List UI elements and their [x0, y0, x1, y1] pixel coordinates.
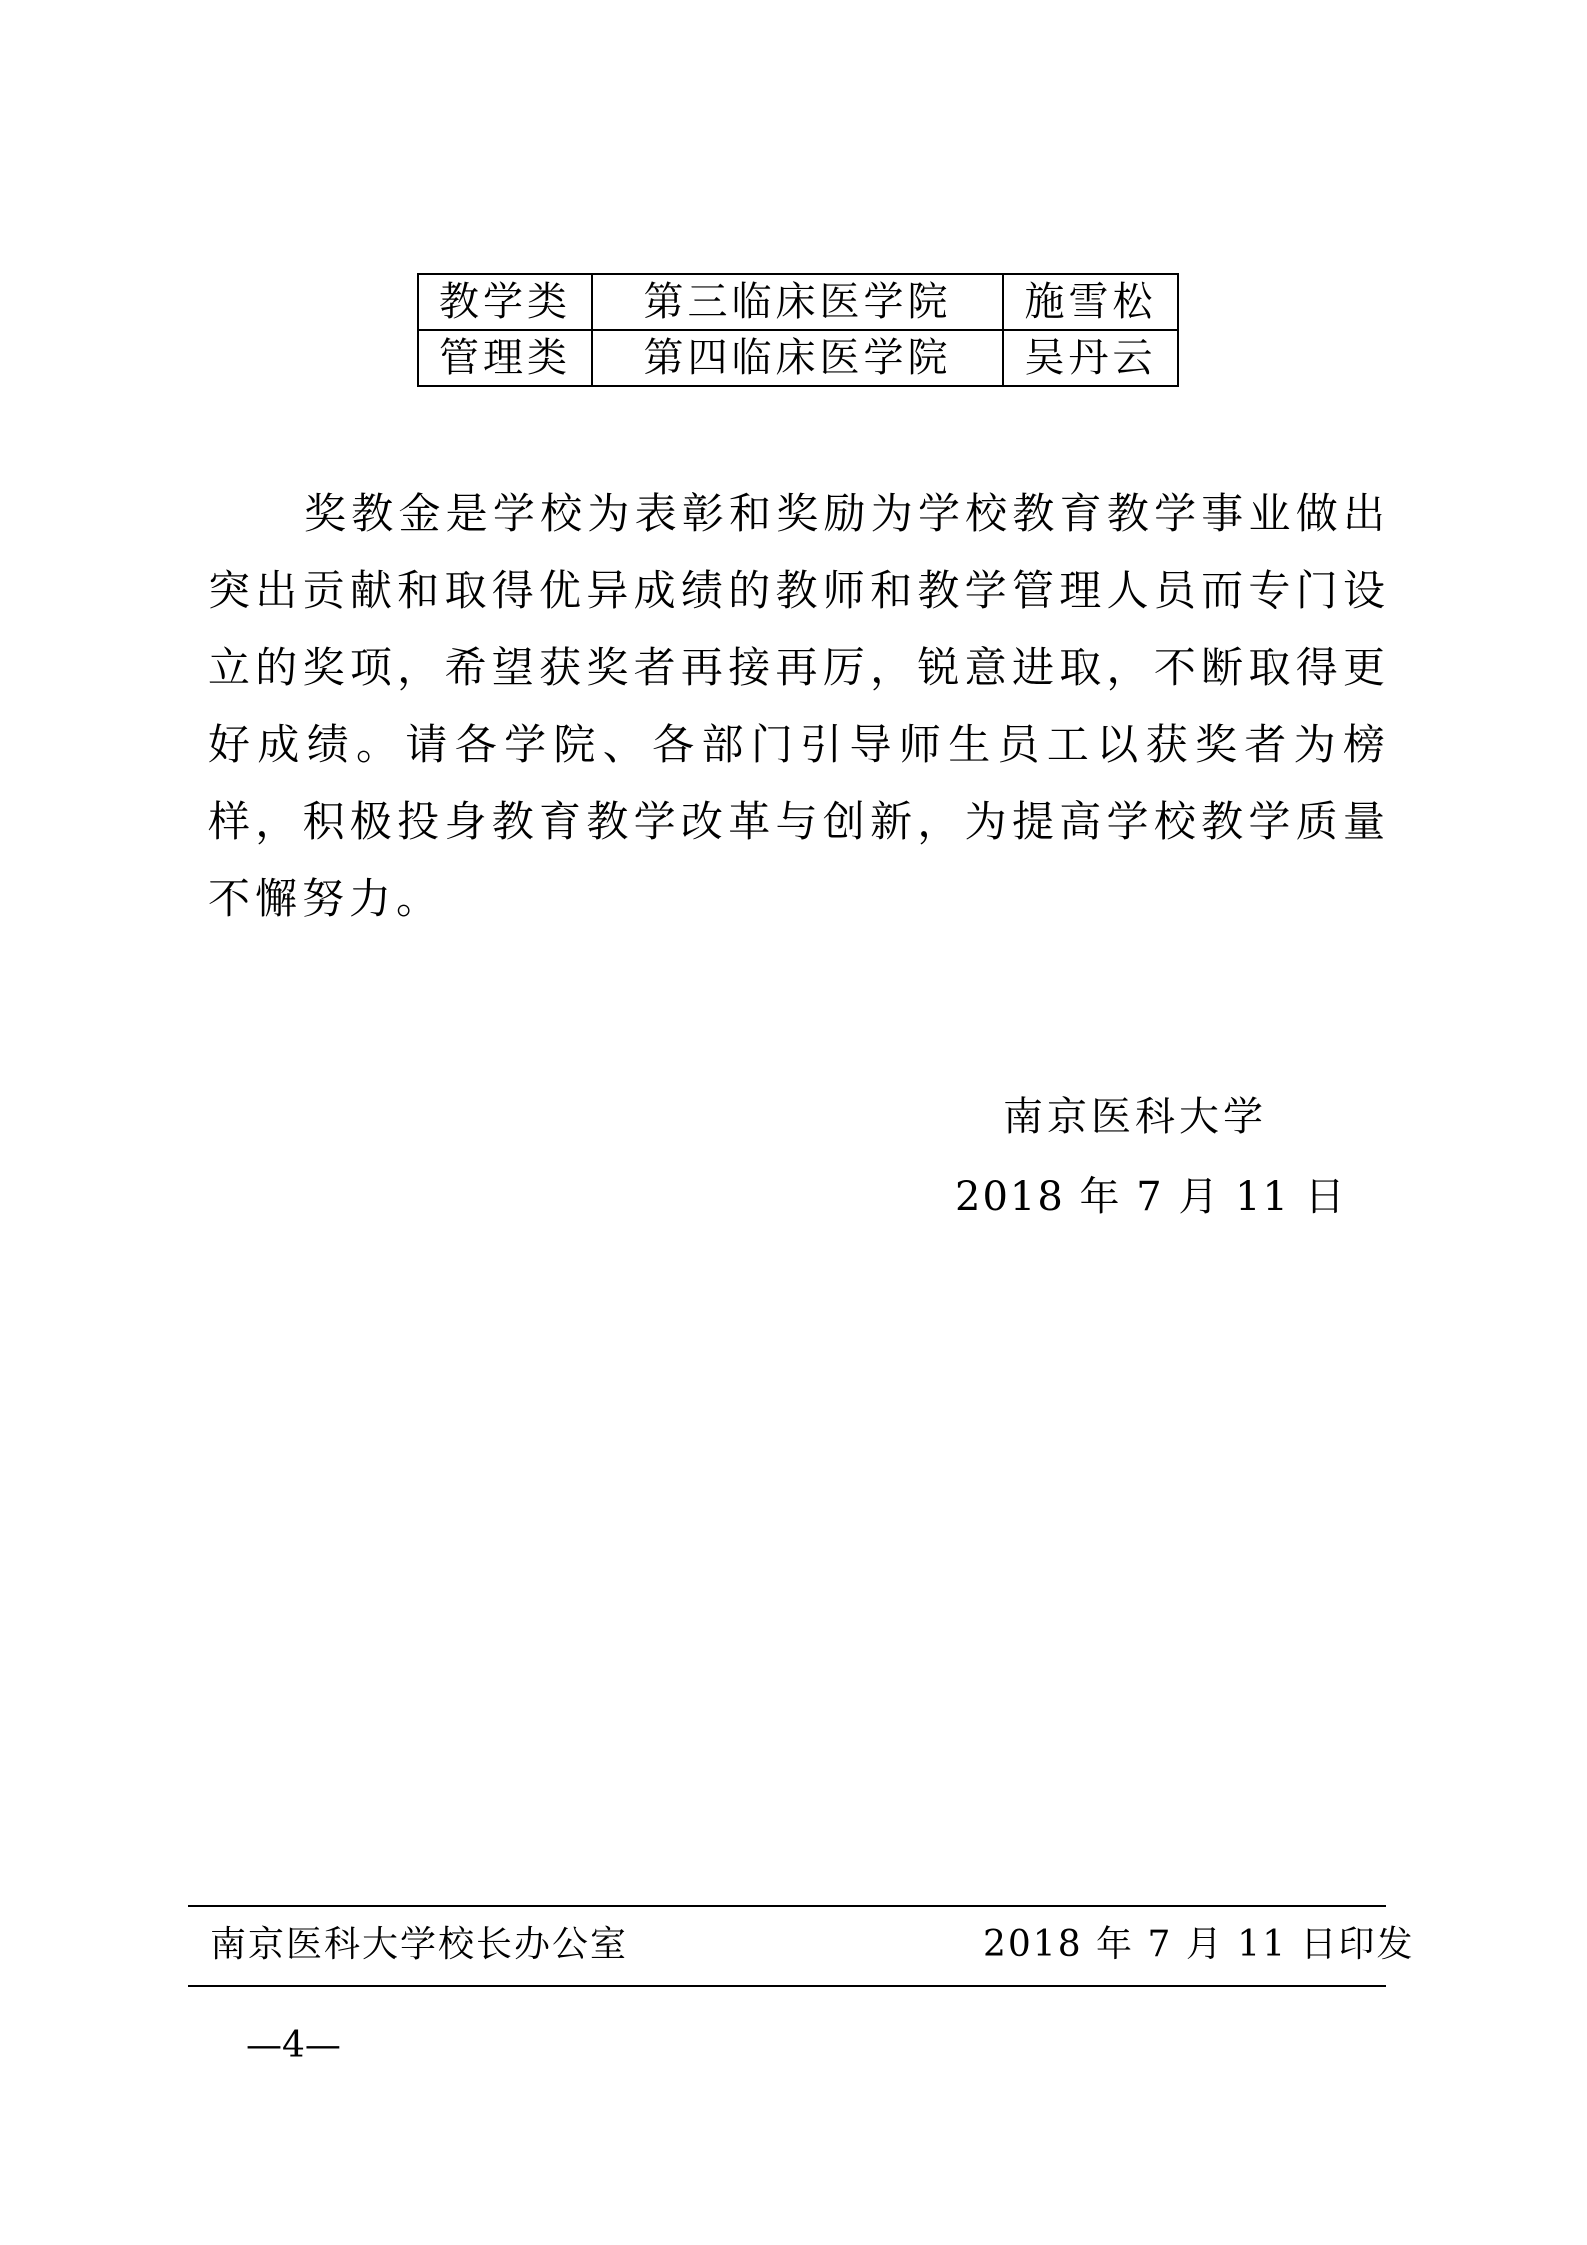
award-unit-cell: 第四临床医学院 — [592, 330, 1003, 386]
table-row — [418, 330, 1178, 386]
signature-date: 2018 年 7 月 11 日 — [955, 1174, 1347, 1220]
footer-divider-top — [188, 1905, 1386, 1907]
footer-divider-bottom — [188, 1985, 1386, 1987]
table-row — [418, 274, 1178, 330]
award-name-cell: 吴丹云 — [1003, 330, 1178, 386]
award-category-cell: 管理类 — [418, 330, 592, 386]
page-number: —4— — [246, 2025, 341, 2066]
award-table — [417, 273, 1179, 387]
body-paragraph: 奖教金是学校为表彰和奖励为学校教育教学事业做出突出贡献和取得优异成绩的教师和教学管理人员而专门设立的奖项，希望获奖者再接再厉，锐意进取，不断取得更好成绩。请各学院、各部门引导师生员工以获奖者为榜样，积极投身教育教学改革与创新，为提高学校教学质量不懈努力。 — [208, 489, 1390, 923]
award-unit-cell: 第三临床医学院 — [592, 274, 1003, 330]
signature-organization: 南京医科大学 — [1003, 1094, 1267, 1140]
footer-issue-date: 2018 年 7 月 11 日印发 — [983, 1924, 1415, 1965]
footer-office: 南京医科大学校长办公室 — [210, 1924, 629, 1965]
award-category-cell: 教学类 — [418, 274, 592, 330]
award-name-cell: 施雪松 — [1003, 274, 1178, 330]
